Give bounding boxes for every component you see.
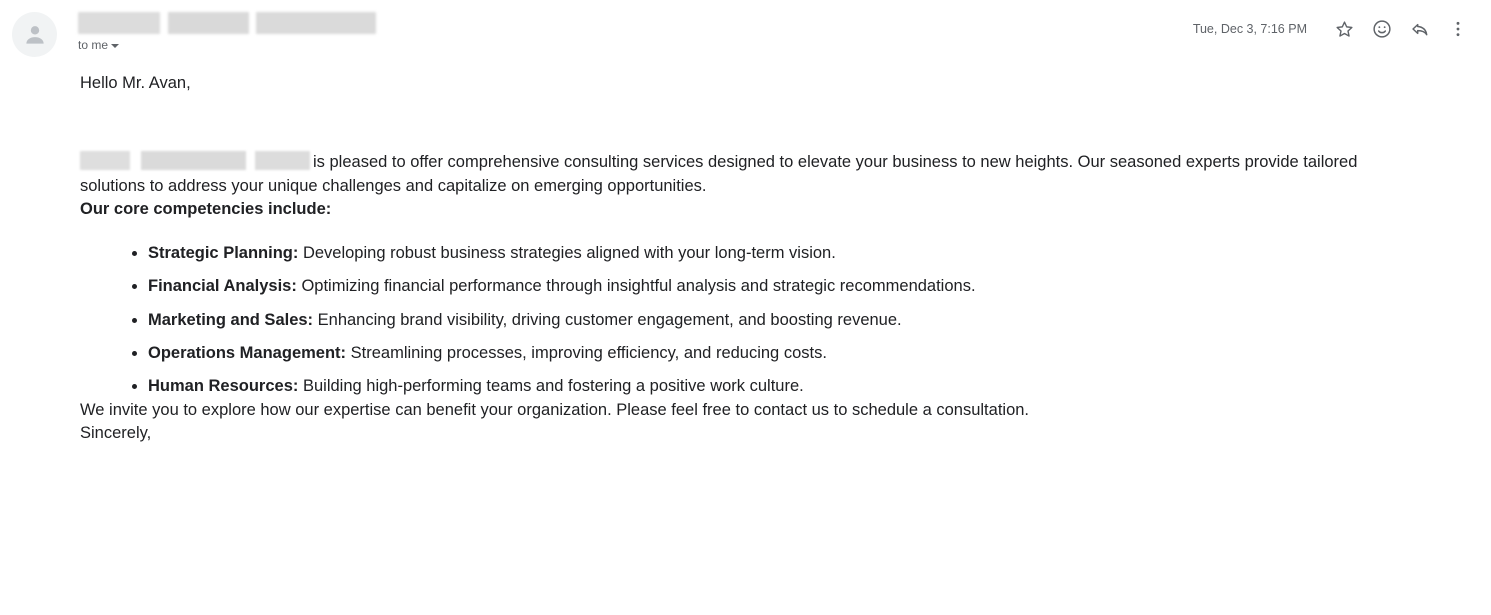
list-item-text: Streamlining processes, improving efficiency, and reducing costs. xyxy=(346,343,827,362)
star-icon[interactable] xyxy=(1325,12,1363,46)
list-item-label: Operations Management: xyxy=(148,343,347,362)
body-spacer xyxy=(80,95,1421,151)
list-item-text: Building high-performing teams and fostering a positive work culture. xyxy=(298,377,804,396)
closing-paragraph: We invite you to explore how our expertise can benefit your organization. Please feel free to contact us to schedule a consultation. xyxy=(80,400,1030,419)
list-item-label: Strategic Planning: xyxy=(148,243,299,262)
list-item-text: Optimizing financial performance through insightful analysis and strategic recommendations. xyxy=(296,277,976,296)
greeting-text: Hello Mr. Avan, xyxy=(80,74,191,92)
list-item xyxy=(148,342,1421,365)
list-item xyxy=(148,242,1421,265)
core-competencies-heading: Our core competencies include: xyxy=(80,200,332,219)
chevron-down-icon xyxy=(111,44,119,48)
reply-icon[interactable] xyxy=(1401,12,1439,46)
message-actions xyxy=(1193,12,1477,46)
competencies-list xyxy=(80,242,1421,399)
intro-paragraph-text: is pleased to offer comprehensive consulting services designed to elevate your business to new heights. Our seasoned experts provide tailored solutions to address your unique challenges and capitalize on emerging opportunities. xyxy=(80,153,1358,195)
smiley-icon[interactable] xyxy=(1363,12,1401,46)
recipient-toggle[interactable] xyxy=(78,38,119,52)
avatar[interactable] xyxy=(12,12,57,57)
more-options-icon[interactable] xyxy=(1439,12,1477,46)
intro-paragraph xyxy=(80,151,1421,198)
sender-block xyxy=(78,12,376,52)
message-header xyxy=(0,0,1491,58)
list-item xyxy=(148,275,1421,298)
list-item-label: Human Resources: xyxy=(148,377,299,396)
message-body xyxy=(80,72,1421,446)
person-avatar-icon xyxy=(21,21,49,49)
list-item xyxy=(148,375,1421,398)
recipient-label: to me xyxy=(78,38,109,52)
list-item-label: Financial Analysis: xyxy=(148,277,297,296)
sender-name-redacted[interactable] xyxy=(78,12,376,34)
list-item xyxy=(148,309,1421,332)
list-item-text: Developing robust business strategies aligned with your long-term vision. xyxy=(298,243,836,262)
message-timestamp: Tue, Dec 3, 7:16 PM xyxy=(1192,22,1307,36)
company-name-redacted xyxy=(80,151,310,170)
signoff-text: Sincerely, xyxy=(80,424,152,443)
list-item-label: Marketing and Sales: xyxy=(148,310,314,329)
list-item-text: Enhancing brand visibility, driving customer engagement, and boosting revenue. xyxy=(313,310,902,329)
